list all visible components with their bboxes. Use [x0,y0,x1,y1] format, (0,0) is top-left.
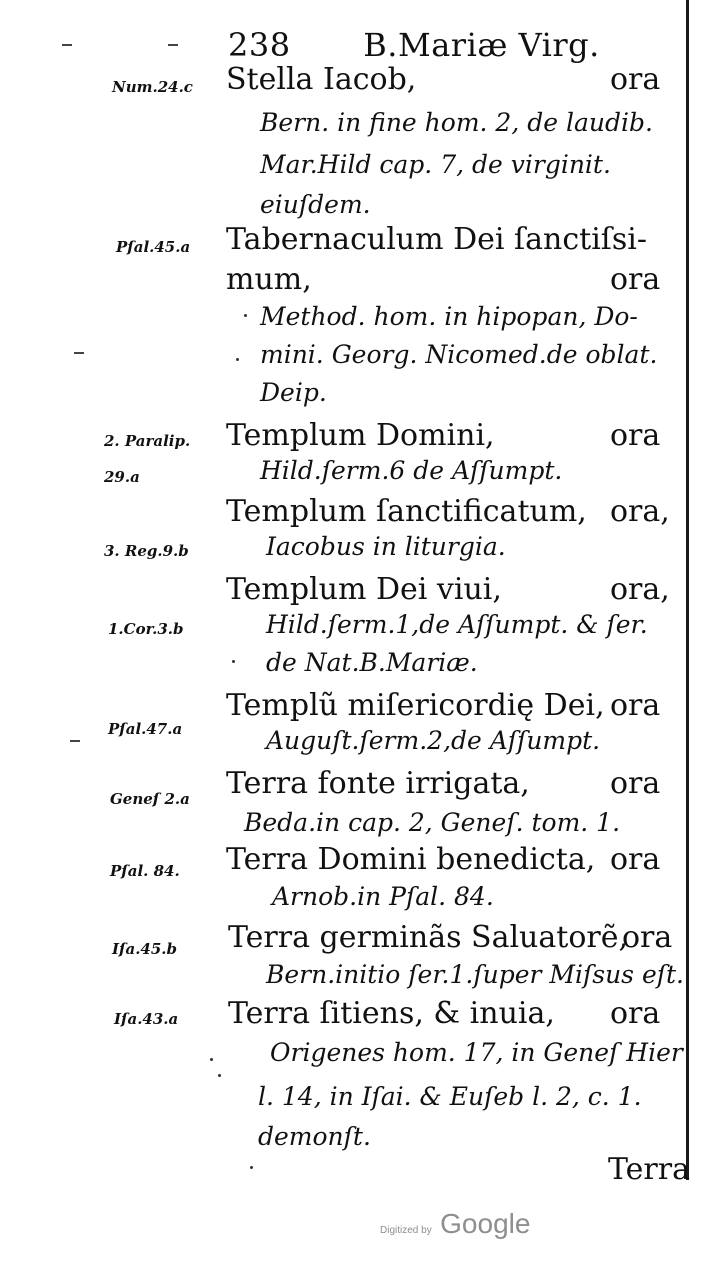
citation-line: l. 14, in Iſai. & Euſeb l. 2, c. 1. [258,1082,642,1111]
citation-line: Origenes hom. 17, in Geneſ Hier [270,1038,683,1067]
watermark-logo: Google [440,1208,531,1239]
scan-artifact [168,44,178,46]
scripture-reference: Num.24.c [112,78,193,96]
scripture-reference: 3. Reg.9.b [104,542,189,560]
scan-artifact [244,314,247,317]
ora-response: ora [610,418,661,453]
watermark-prefix: Digitized by [380,1225,432,1236]
entry-title: Templum Domini, [226,418,495,453]
scripture-reference: Geneſ 2.a [110,790,190,808]
page-header [228,26,600,64]
citation-line: Method. hom. in hipopan, Do- [260,302,638,331]
citation-line: Bern.initio ſer.1.ſuper Miſsus eſt. [266,960,684,989]
ora-response: ora [610,842,661,877]
citation-line: Mar.Hild cap. 7, de virginit. [260,150,611,179]
entry-title: mum, [226,262,312,297]
catchword: Terra [608,1152,691,1187]
citation-line: Arnob.in Pſal. 84. [272,882,494,911]
ora-response: ora [610,62,661,97]
citation-line: Hild.ſerm.6 de Aſſumpt. [260,456,563,485]
entry-title: Terra ſitiens, & inuia, [228,996,555,1031]
scripture-reference: 1.Cor.3.b [108,620,184,638]
scan-artifact [62,44,72,46]
citation-line: mini. Georg. Nicomed.de oblat. [260,340,658,369]
scripture-reference: Pſal. 84. [110,862,180,880]
entry-title: Terra germinãs Saluatorẽ, [228,920,629,955]
running-title: B.Mariæ Virg. [363,26,600,64]
citation-line: Iacobus in liturgia. [266,532,506,561]
scripture-reference: Pſal.47.a [108,720,183,738]
entry-title: Tabernaculum Dei ſanctiſsi- [226,222,648,257]
entry-title: Terra fonte irrigata, [226,766,530,801]
scripture-reference: Pſal.45.a [116,238,191,256]
scan-artifact [70,740,80,742]
digitization-watermark [380,1208,530,1240]
entry-title: Terra Domini benedicta, [226,842,596,877]
citation-line: Hild.ſerm.1,de Aſſumpt. & ſer. [266,610,648,639]
scan-artifact [218,1074,221,1077]
citation-line: Auguſt.ſerm.2,de Aſſumpt. [266,726,601,755]
page-number: 238 [228,26,291,64]
citation-line: eiuſdem. [260,190,371,219]
citation-line: Bern. in fine hom. 2, de laudib. [260,108,653,137]
scan-artifact [232,660,235,663]
scan-artifact [250,1166,253,1169]
ora-response: ora [610,688,661,723]
scripture-reference: 2. Paralip. [104,432,191,450]
scan-artifact [236,358,239,361]
citation-line: de Nat.B.Mariæ. [266,648,478,677]
entry-title: Templum ſanctificatum, [226,494,587,529]
ora-response: ora [610,262,661,297]
entry-title: Templum Dei viui, [226,572,502,607]
scan-artifact [74,352,84,354]
page-edge-rule [686,0,689,1180]
ora-response: ora, [610,494,670,529]
ora-response: ora [610,996,661,1031]
citation-line: Deip. [260,378,327,407]
citation-line: demonſt. [258,1122,371,1151]
citation-line: Beda.in cap. 2, Geneſ. tom. 1. [244,808,621,837]
ora-response: ora [610,766,661,801]
entry-title: Templũ miſericordię Dei, [226,688,605,723]
ora-response: ora, [610,572,670,607]
scripture-reference: Iſa.45.b [112,940,177,958]
scripture-reference: 29.a [104,468,140,486]
entry-title: Stella Iacob, [226,62,417,97]
ora-response: ora [622,920,673,955]
scripture-reference: Iſa.43.a [114,1010,179,1028]
scan-artifact [210,1058,213,1061]
